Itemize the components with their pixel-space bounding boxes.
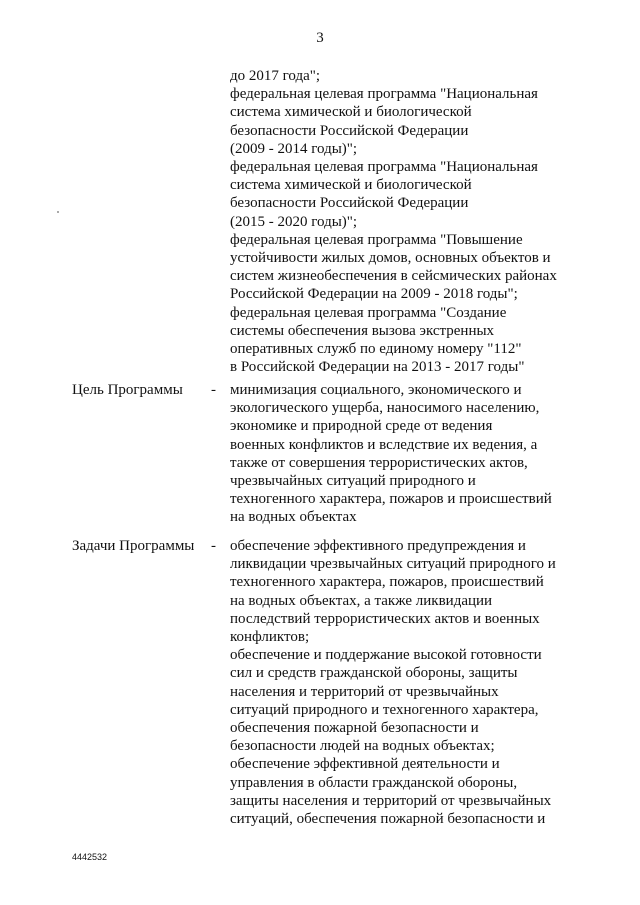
tasks-dash: - [211, 538, 216, 554]
goal-text [230, 381, 570, 527]
text-line: федеральная целевая программа "Создание [230, 304, 507, 321]
text-line: безопасности людей на водных объектах; [230, 738, 495, 755]
tasks-label: Задачи Программы [72, 538, 195, 554]
text-line: также от совершения террористических актов, [230, 454, 528, 471]
text-line: минимизация социального, экономического и [230, 382, 522, 398]
text-line: оперативных служб по единому номеру "112" [230, 341, 522, 358]
text-line: сил и средств гражданской обороны, защиты [230, 665, 518, 682]
text-line: ликвидации чрезвычайных ситуаций природного и [230, 556, 556, 573]
text-line: системы обеспечения вызова экстренных [230, 322, 495, 339]
text-line: последствий террористических актов и военных [230, 610, 540, 627]
text-line: до 2017 года"; [230, 68, 321, 84]
text-line: населения и территорий от чрезвычайных [230, 683, 499, 700]
text-line: устойчивости жилых домов, основных объектов и [230, 250, 551, 267]
goal-dash: - [211, 382, 216, 398]
text-line: ситуаций, обеспечения пожарной безопасности и [230, 811, 546, 828]
tasks-text [230, 537, 570, 828]
text-line: экологического ущерба, наносимого населению, [230, 400, 540, 417]
text-line: федеральная целевая программа "Повышение [230, 231, 523, 248]
text-line: система химической и биологической [230, 104, 472, 121]
text-line: обеспечение эффективного предупреждения и [230, 538, 526, 554]
text-line: безопасности Российской Федерации [230, 122, 469, 139]
text-line: военных конфликтов и вследствие их ведения, а [230, 436, 538, 453]
text-line: чрезвычайных ситуаций природного и [230, 473, 476, 490]
text-line: в Российской Федерации на 2013 - 2017 годы" [230, 359, 525, 376]
text-line: на водных объектах, а также ликвидации [230, 592, 493, 609]
text-line: техногенного характера, пожаров и происшествий [230, 491, 552, 508]
text-line: система химической и биологической [230, 177, 472, 194]
text-line: ситуаций природного и техногенного характера, [230, 701, 539, 718]
scan-speck [57, 211, 59, 213]
text-line: на водных объектах [230, 509, 357, 526]
text-line: (2009 - 2014 годы)"; [230, 140, 358, 157]
text-line: Российской Федерации на 2009 - 2018 годы"; [230, 286, 518, 303]
continuation-text [230, 67, 570, 376]
goal-label: Цель Программы [72, 382, 183, 398]
text-line: конфликтов; [230, 629, 310, 646]
text-line: обеспечение эффективной деятельности и [230, 756, 500, 773]
text-line: техногенного характера, пожаров, происшествий [230, 574, 544, 591]
document-code: 4442532 [72, 852, 108, 862]
text-line: федеральная целевая программа "Национальная [230, 86, 538, 103]
text-line: федеральная целевая программа "Национальная [230, 159, 538, 176]
text-line: (2015 - 2020 годы)"; [230, 213, 358, 230]
text-line: обеспечения пожарной безопасности и [230, 720, 479, 737]
text-line: обеспечение и поддержание высокой готовности [230, 647, 542, 664]
page-number: 3 [316, 30, 324, 46]
text-line: защиты населения и территорий от чрезвычайных [230, 792, 552, 809]
text-line: безопасности Российской Федерации [230, 195, 469, 212]
text-line: управления в области гражданской обороны, [230, 774, 518, 791]
text-line: экономике и природной среде от ведения [230, 418, 493, 435]
text-line: систем жизнеобеспечения в сейсмических районах [230, 268, 557, 285]
